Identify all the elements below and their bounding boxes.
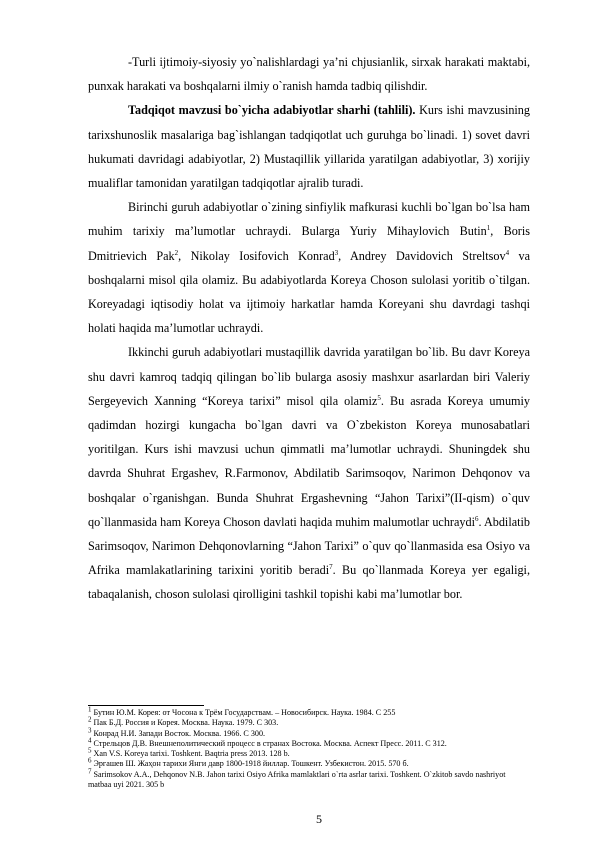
footnote-ref[interactable]: 2: [174, 248, 179, 257]
footnote-number: 3: [88, 725, 92, 734]
paragraph-text: , Boris Dmitrievich Pak: [88, 224, 530, 263]
footnote: [88, 746, 530, 759]
paragraph-text: , Andrey Davidovich Streltsov: [338, 248, 506, 263]
footnote-text: Sarimsokov A.A., Dehqonov N.B. Jahon tarixi Osiyo Afrika mamlaktlari o`rta asrlar tarixi. Toshkent. O`zkitob savdo nashriyot matbaa uyi 2021. 305 b: [88, 769, 506, 790]
footnote-text: Стрельцов Д.В. Внешнеполитический процесс в странах Востока. Москва. Аспект Пресс. 2011. С 312.: [91, 738, 447, 748]
footnote: [88, 736, 530, 749]
footnote-ref[interactable]: 1: [486, 224, 491, 233]
footnote-number: 2: [88, 715, 92, 724]
footnote-number: 5: [88, 746, 92, 755]
paragraph-text: Birinchi guruh adabiyotlar o`zining sinfiylik mafkurasi kuchli bo`lgan bo`lsa ham muhim tarixiy ma’lumotlar uchraydi. Bularga Yuriy Mihaylovich Butin: [88, 200, 530, 239]
paragraph-literature-review: [88, 98, 530, 195]
footnote: [88, 725, 530, 739]
footnote-ref[interactable]: 5: [377, 393, 381, 402]
paragraph-text: . Bu qo`llanmada Koreya yer egaligi, tabaqalanish, choson sulolasi qirolligini tashkil topishi kabi ma’lumotlar bor.: [88, 563, 530, 602]
page-body: [88, 50, 530, 607]
footnote-separator: [88, 705, 204, 706]
footnote-number: 7: [88, 767, 92, 776]
footnote-text: Xan V.S. Koreya tarixi. Toshkent. Baqtria press 2013. 128 b.: [91, 749, 290, 759]
footnote: [88, 756, 530, 769]
footnote-ref[interactable]: 7: [329, 563, 333, 572]
section-heading: Tadqiqot mavzusi bo`yicha adabiyotlar sharhi (tahlili).: [128, 103, 416, 118]
paragraph-text: Ikkinchi guruh adabiyotlari mustaqillik davrida yaratilgan bo`lib. Bu davr Koreya shu davri kamroq tadqiq qilingan bo`lib bularga asosiy mashxur asarlardan biri Valeriy Sergeyevich Xanning “Koreya tarixi” misol qila olamiz: [88, 345, 530, 408]
footnote: [88, 767, 530, 791]
footnote-text: Пак Б.Д. Россия и Корея. Москва. Наука. 1979. С 303.: [91, 718, 279, 728]
footnote-ref[interactable]: 6: [474, 514, 479, 523]
paragraph-first-group: [88, 195, 530, 340]
footnote-text: Эргашев Ш. Жаҳон тарихи Янги давр 1800-1918 йиллар. Тошкент. Узбекистон. 2015. 570 б.: [91, 759, 409, 769]
footnote-text: Бутин Ю.М. Корея: от Чосона к Трём Государствам. – Новосибирск. Наука. 1984. С 255: [91, 708, 396, 717]
footnote-number: 1: [88, 705, 92, 714]
footnote-ref[interactable]: 4: [505, 248, 510, 257]
footnote-number: 4: [88, 736, 92, 745]
footnotes: [88, 705, 530, 790]
paragraph-second-group: [88, 340, 530, 606]
paragraph-text: , Nikolay Iosifovich Konrad: [178, 248, 335, 263]
footnote-number: 6: [88, 756, 92, 765]
paragraph-text: Kurs ishi mavzusining tarixshunoslik masalariga bag`ishlangan tadqiqotlat uch guruhga bo`linadi. 1) sovet davri hukumati davridagi adabiyotlar, 2) Mustaqillik yillarida yaratilgan adabiyotlar, 3) xorijiy mualiflar tamonidan yaratilgan tadqiqotlar ajralib turadi.: [88, 103, 530, 191]
footnote-text: Конрад Н.И. Запади Восток. Москва. 1966. С 300.: [91, 728, 266, 738]
paragraph-text: . Abdilatib Sarimsoqov, Narimon Dehqonovlarning “Jahon Tarixi” o`quv qo`llanmasida esa Osiyo va Afrika mamlakatlarining tarixini yoritib beradi: [88, 514, 530, 578]
paragraph-objectives: -Turli ijtimoiy-siyosiy yo`nalishlardagi ya’ni chjusianlik, sirxak harakati maktabi, punxak harakati va boshqalarni ilmiy o`ranish hamda tadbiq qilishdir.: [88, 55, 530, 94]
footnote: [88, 705, 530, 718]
footnote: [88, 715, 530, 728]
footnote-ref[interactable]: 3: [334, 248, 339, 257]
paragraph-text: va boshqalarni misol qila olamiz. Bu adabiyotlarda Koreya Choson sulolasi yoritib o`tilgan. Koreyadagi iqtisodiy holat va ijtimoiy harkatlar hamda Koreyani shu davrdagi tashqi holati haqida ma’lumotlar uchraydi.: [88, 248, 531, 336]
paragraph-text: . Bu asrada Koreya umumiy qadimdan hozirgi kungacha bo`lgan davri va O`zbekiston Koreya munosabatlari yoritilgan. Kurs ishi mavzusi uchun qimmatli ma’lumotlar uchraydi. Shuningdek shu davrda Shuhrat Ergashev, R.Farmonov, Abdilatib Sarimsoqov, Narimon Dehqonov va boshqalar o`rganishgan. Bunda Shuhrat Ergashevning “Jahon Tarixi”(II-qism) o`quv qo`llanmasida ham Koreya Choson davlati haqida muhim malumotlar uchraydi: [88, 393, 531, 529]
page-number: 5: [316, 812, 322, 826]
